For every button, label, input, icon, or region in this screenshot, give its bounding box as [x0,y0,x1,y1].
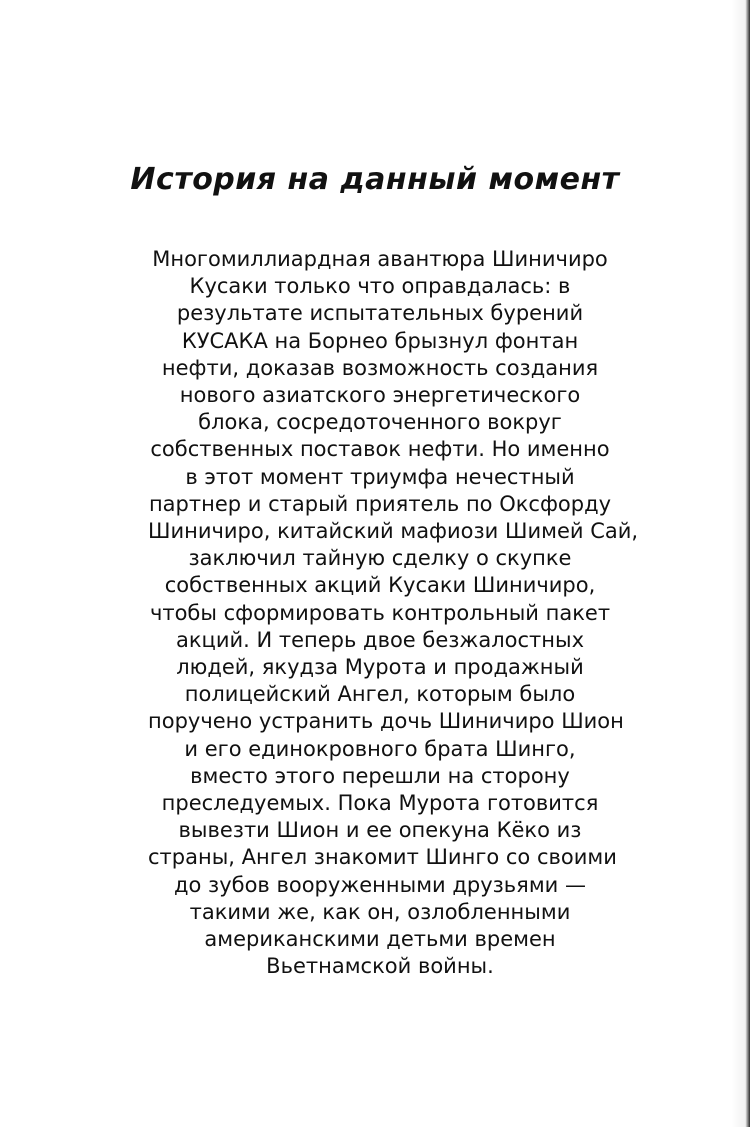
summary-line: до зубов вооруженными друзьями — [174,872,586,897]
summary-line: нефти, доказав возможность создания [161,355,599,380]
summary-line: преследуемых. Пока Мурота готовится [161,791,599,816]
summary-line: вместо этого перешли на сторону [190,763,570,788]
summary-line: поручено устранить дочь Шиничиро Шион [148,709,624,734]
summary-line: нового азиатского энергетического [179,383,581,408]
summary-line: и его единокровного брата Шинго, [184,736,576,761]
story-summary [148,246,639,980]
summary-line: Кусаки только что оправдалась: в [189,274,571,299]
summary-line: собственных акций Кусаки Шиничиро, [164,573,596,598]
page-title: История на данный момент [130,162,620,197]
summary-line: Вьетнамской войны. [266,954,494,979]
summary-line: такими же, как он, озлобленными [189,899,571,924]
summary-line: чтобы сформировать контрольный пакет [149,600,611,625]
summary-line: людей, якудза Мурота и продажный [176,655,584,680]
summary-line: Многомиллиардная авантюра Шиничиро [152,247,608,271]
summary-line: собственных поставок нефти. Но именно [150,437,610,462]
summary-line: КУСАКА на Борнео брызнул фонтан [181,328,579,353]
summary-line: результате испытательных бурений [176,301,584,326]
summary-line: полицейский Ангел, которым было [184,682,576,707]
summary-line: заключил тайную сделку о скупке [188,546,572,571]
summary-line: в этот момент триумфа нечестный [185,464,575,489]
summary-line: вывезти Шион и ее опекуна Кёко из [178,818,582,843]
summary-line: страны, Ангел знакомит Шинго со своими [148,845,617,870]
summary-line: Шиничиро, китайский мафиози Шимей Сай, [148,519,639,544]
summary-line: американскими детьми времен [204,927,556,952]
summary-line: акций. И теперь двое безжалостных [175,627,584,652]
summary-line: партнер и старый приятель по Оксфорду [148,491,612,516]
summary-line: блока, сосредоточенного вокруг [198,410,562,435]
